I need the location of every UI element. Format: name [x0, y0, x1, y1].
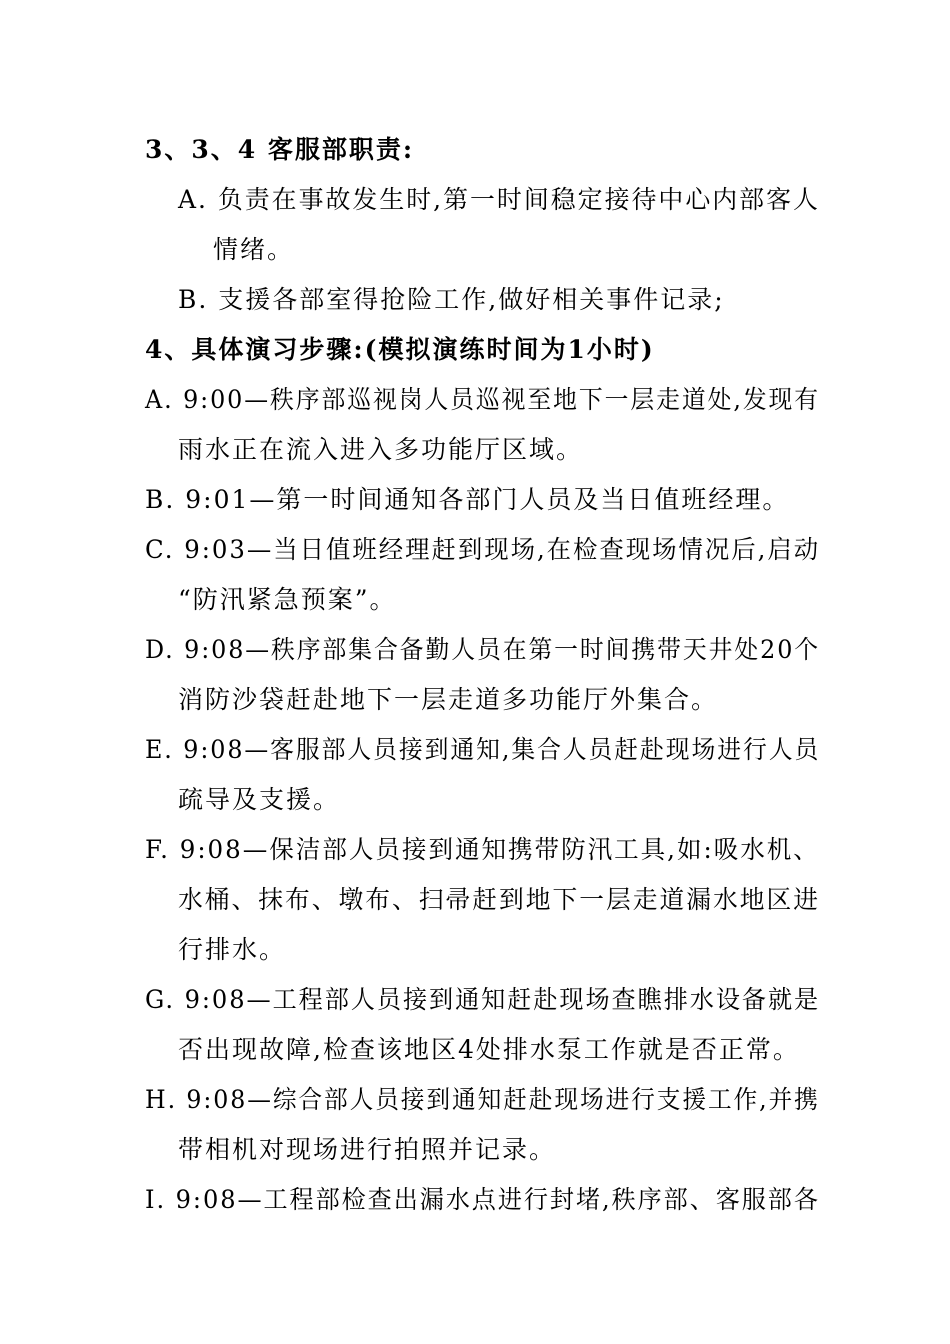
step-d-line1: D. 9:08—秩序部集合备勤人员在第一时间携带天井处20个 — [145, 635, 821, 664]
step-h-line1: H. 9:08—综合部人员接到通知赶赴现场进行支援工作,并携 — [145, 1085, 820, 1114]
section-334-item-b-line1: B. 支援各部室得抢险工作,做好相关事件记录; — [178, 285, 725, 314]
step-c-line2: “防汛紧急预案”。 — [178, 585, 397, 614]
step-i-line1: I. 9:08—工程部检查出漏水点进行封堵,秩序部、客服部各 — [145, 1185, 820, 1214]
step-f-line3: 行排水。 — [178, 935, 287, 964]
step-c-line1: C. 9:03—当日值班经理赶到现场,在检查现场情况后,启动 — [145, 535, 821, 564]
step-d-line2: 消防沙袋赶赴地下一层走道多功能厅外集合。 — [178, 685, 719, 714]
step-f-line2: 水桶、抹布、墩布、扫帚赶到地下一层走道漏水地区进 — [178, 885, 820, 914]
step-e-line2: 疏导及支援。 — [178, 785, 341, 814]
section-4-heading: 4、具体演习步骤:(模拟演练时间为1小时) — [145, 335, 655, 364]
step-b-line1: B. 9:01—第一时间通知各部门人员及当日值班经理。 — [145, 485, 790, 514]
step-a-line1: A. 9:00—秩序部巡视岗人员巡视至地下一层走道处,发现有 — [145, 385, 821, 414]
step-e-line1: E. 9:08—客服部人员接到通知,集合人员赶赴现场进行人员 — [145, 735, 821, 764]
step-a-line2: 雨水正在流入进入多功能厅区域。 — [178, 435, 584, 464]
section-334-heading: 3、3、4 客服部职责: — [145, 135, 415, 164]
step-h-line2: 带相机对现场进行拍照并记录。 — [178, 1135, 557, 1164]
section-334-item-a-line2: 情绪。 — [213, 235, 295, 264]
step-g-line1: G. 9:08—工程部人员接到通知赶赴现场查瞧排水设备就是 — [145, 985, 821, 1014]
step-f-line1: F. 9:08—保洁部人员接到通知携带防汛工具,如:吸水机、 — [145, 835, 820, 864]
section-334-item-a-line1: A. 负责在事故发生时,第一时间稳定接待中心内部客人 — [178, 185, 820, 214]
step-g-line2: 否出现故障,检查该地区4处排水泵工作就是否正常。 — [178, 1035, 800, 1064]
